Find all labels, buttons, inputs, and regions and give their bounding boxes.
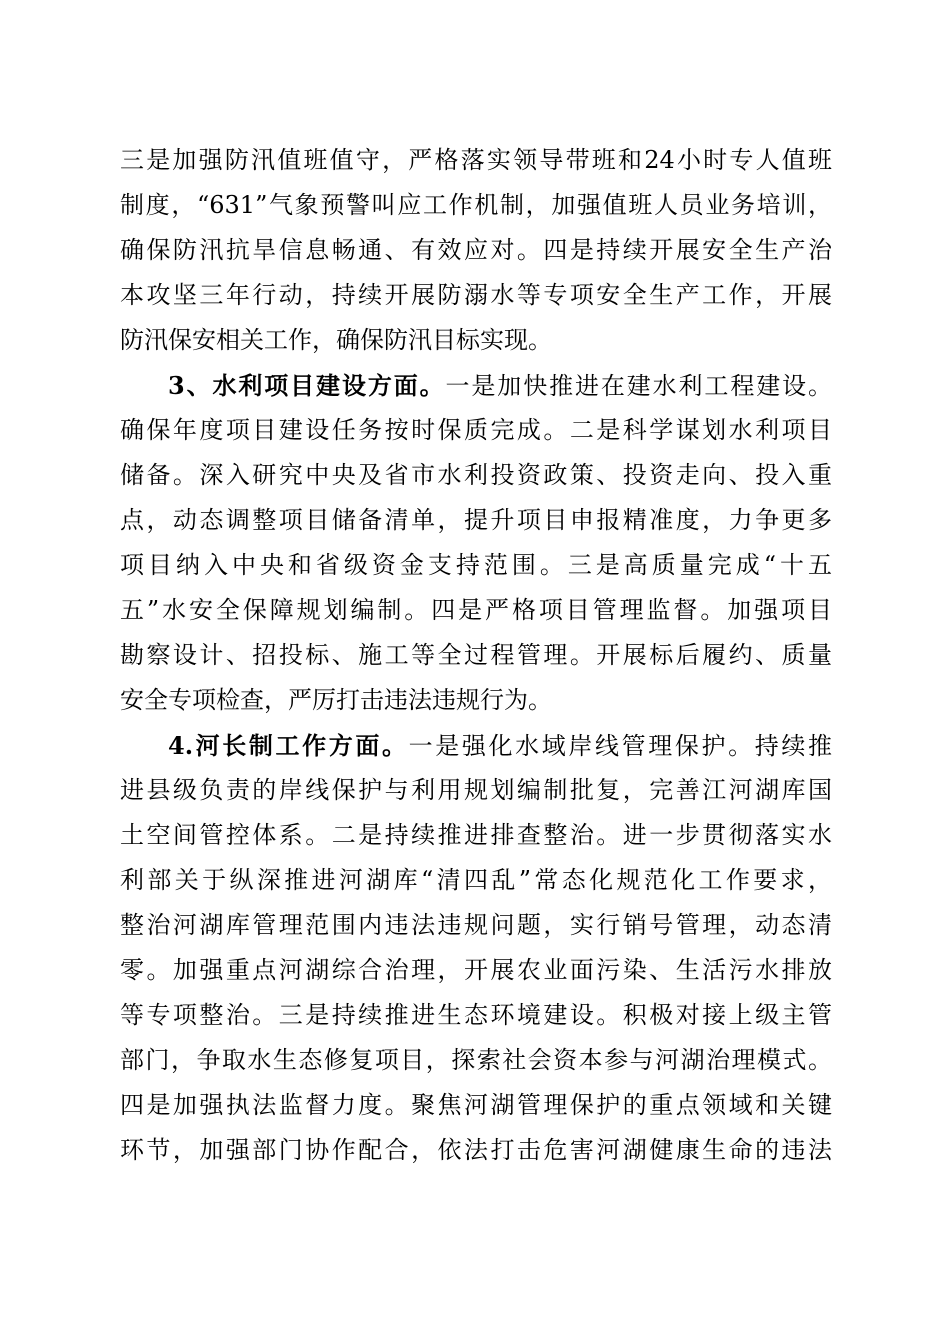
text-line: 储备。深入研究中央及省市水利投资政策、投资走向、投入重	[120, 461, 832, 489]
text-line: 零。加强重点河湖综合治理，开展农业面污染、生活污水排放	[120, 956, 832, 984]
text-line: 三是加强防汛值班值守，严格落实领导带班和24小时专人值班	[120, 146, 832, 174]
text-line: 四是加强执法监督力度。聚焦河湖管理保护的重点领域和关键	[120, 1091, 832, 1119]
text-line: 点，动态调整项目储备清单，提升项目申报精准度，力争更多	[120, 506, 832, 534]
text-line: 进县级负责的岸线保护与利用规划编制批复，完善江河湖库国	[120, 776, 832, 804]
text-line: 防汛保安相关工作，确保防汛目标实现。	[120, 326, 552, 354]
document-body	[120, 138, 832, 1173]
text-line: 确保防汛抗旱信息畅通、有效应对。四是持续开展安全生产治	[120, 236, 832, 264]
text-line: 五”水安全保障规划编制。四是严格项目管理监督。加强项目	[120, 596, 832, 624]
paragraph-continuation	[120, 138, 832, 363]
section-heading-3: 3、水利项目建设方面。	[168, 371, 446, 400]
text-line: 等专项整治。三是持续推进生态环境建设。积极对接上级主管	[120, 1001, 832, 1029]
text-line: 安全专项检查，严厉打击违法违规行为。	[120, 686, 552, 714]
text-line: 利部关于纵深推进河湖库“清四乱”常态化规范化工作要求，	[120, 866, 832, 894]
text-line: 勘察设计、招投标、施工等全过程管理。开展标后履约、质量	[120, 641, 832, 669]
text-line: 土空间管控体系。二是持续推进排查整治。进一步贯彻落实水	[120, 821, 832, 849]
text-span: 一是加快推进在建水利工程建设。	[445, 372, 833, 400]
text-line: 本攻坚三年行动，持续开展防溺水等专项安全生产工作，开展	[120, 281, 832, 309]
paragraph-first-line	[120, 723, 832, 768]
text-line: 制度，“631”气象预警叫应工作机制，加强值班人员业务培训，	[120, 191, 832, 219]
text-line: 确保年度项目建设任务按时保质完成。二是科学谋划水利项目	[120, 416, 832, 444]
text-span: 一是强化水域岸线管理保护。持续推	[408, 732, 832, 760]
text-line: 部门，争取水生态修复项目，探索社会资本参与河湖治理模式。	[120, 1046, 832, 1074]
text-line: 整治河湖库管理范围内违法违规问题，实行销号管理，动态清	[120, 911, 832, 939]
section-heading-4: 4.河长制工作方面。	[168, 731, 409, 760]
paragraph-project-construction	[120, 363, 832, 723]
paragraph-river-chief-system	[120, 723, 832, 1173]
text-line: 项目纳入中央和省级资金支持范围。三是高质量完成“十五	[120, 551, 832, 579]
paragraph-first-line	[120, 363, 832, 408]
text-line: 环节，加强部门协作配合，依法打击危害河湖健康生命的违法	[120, 1136, 832, 1164]
